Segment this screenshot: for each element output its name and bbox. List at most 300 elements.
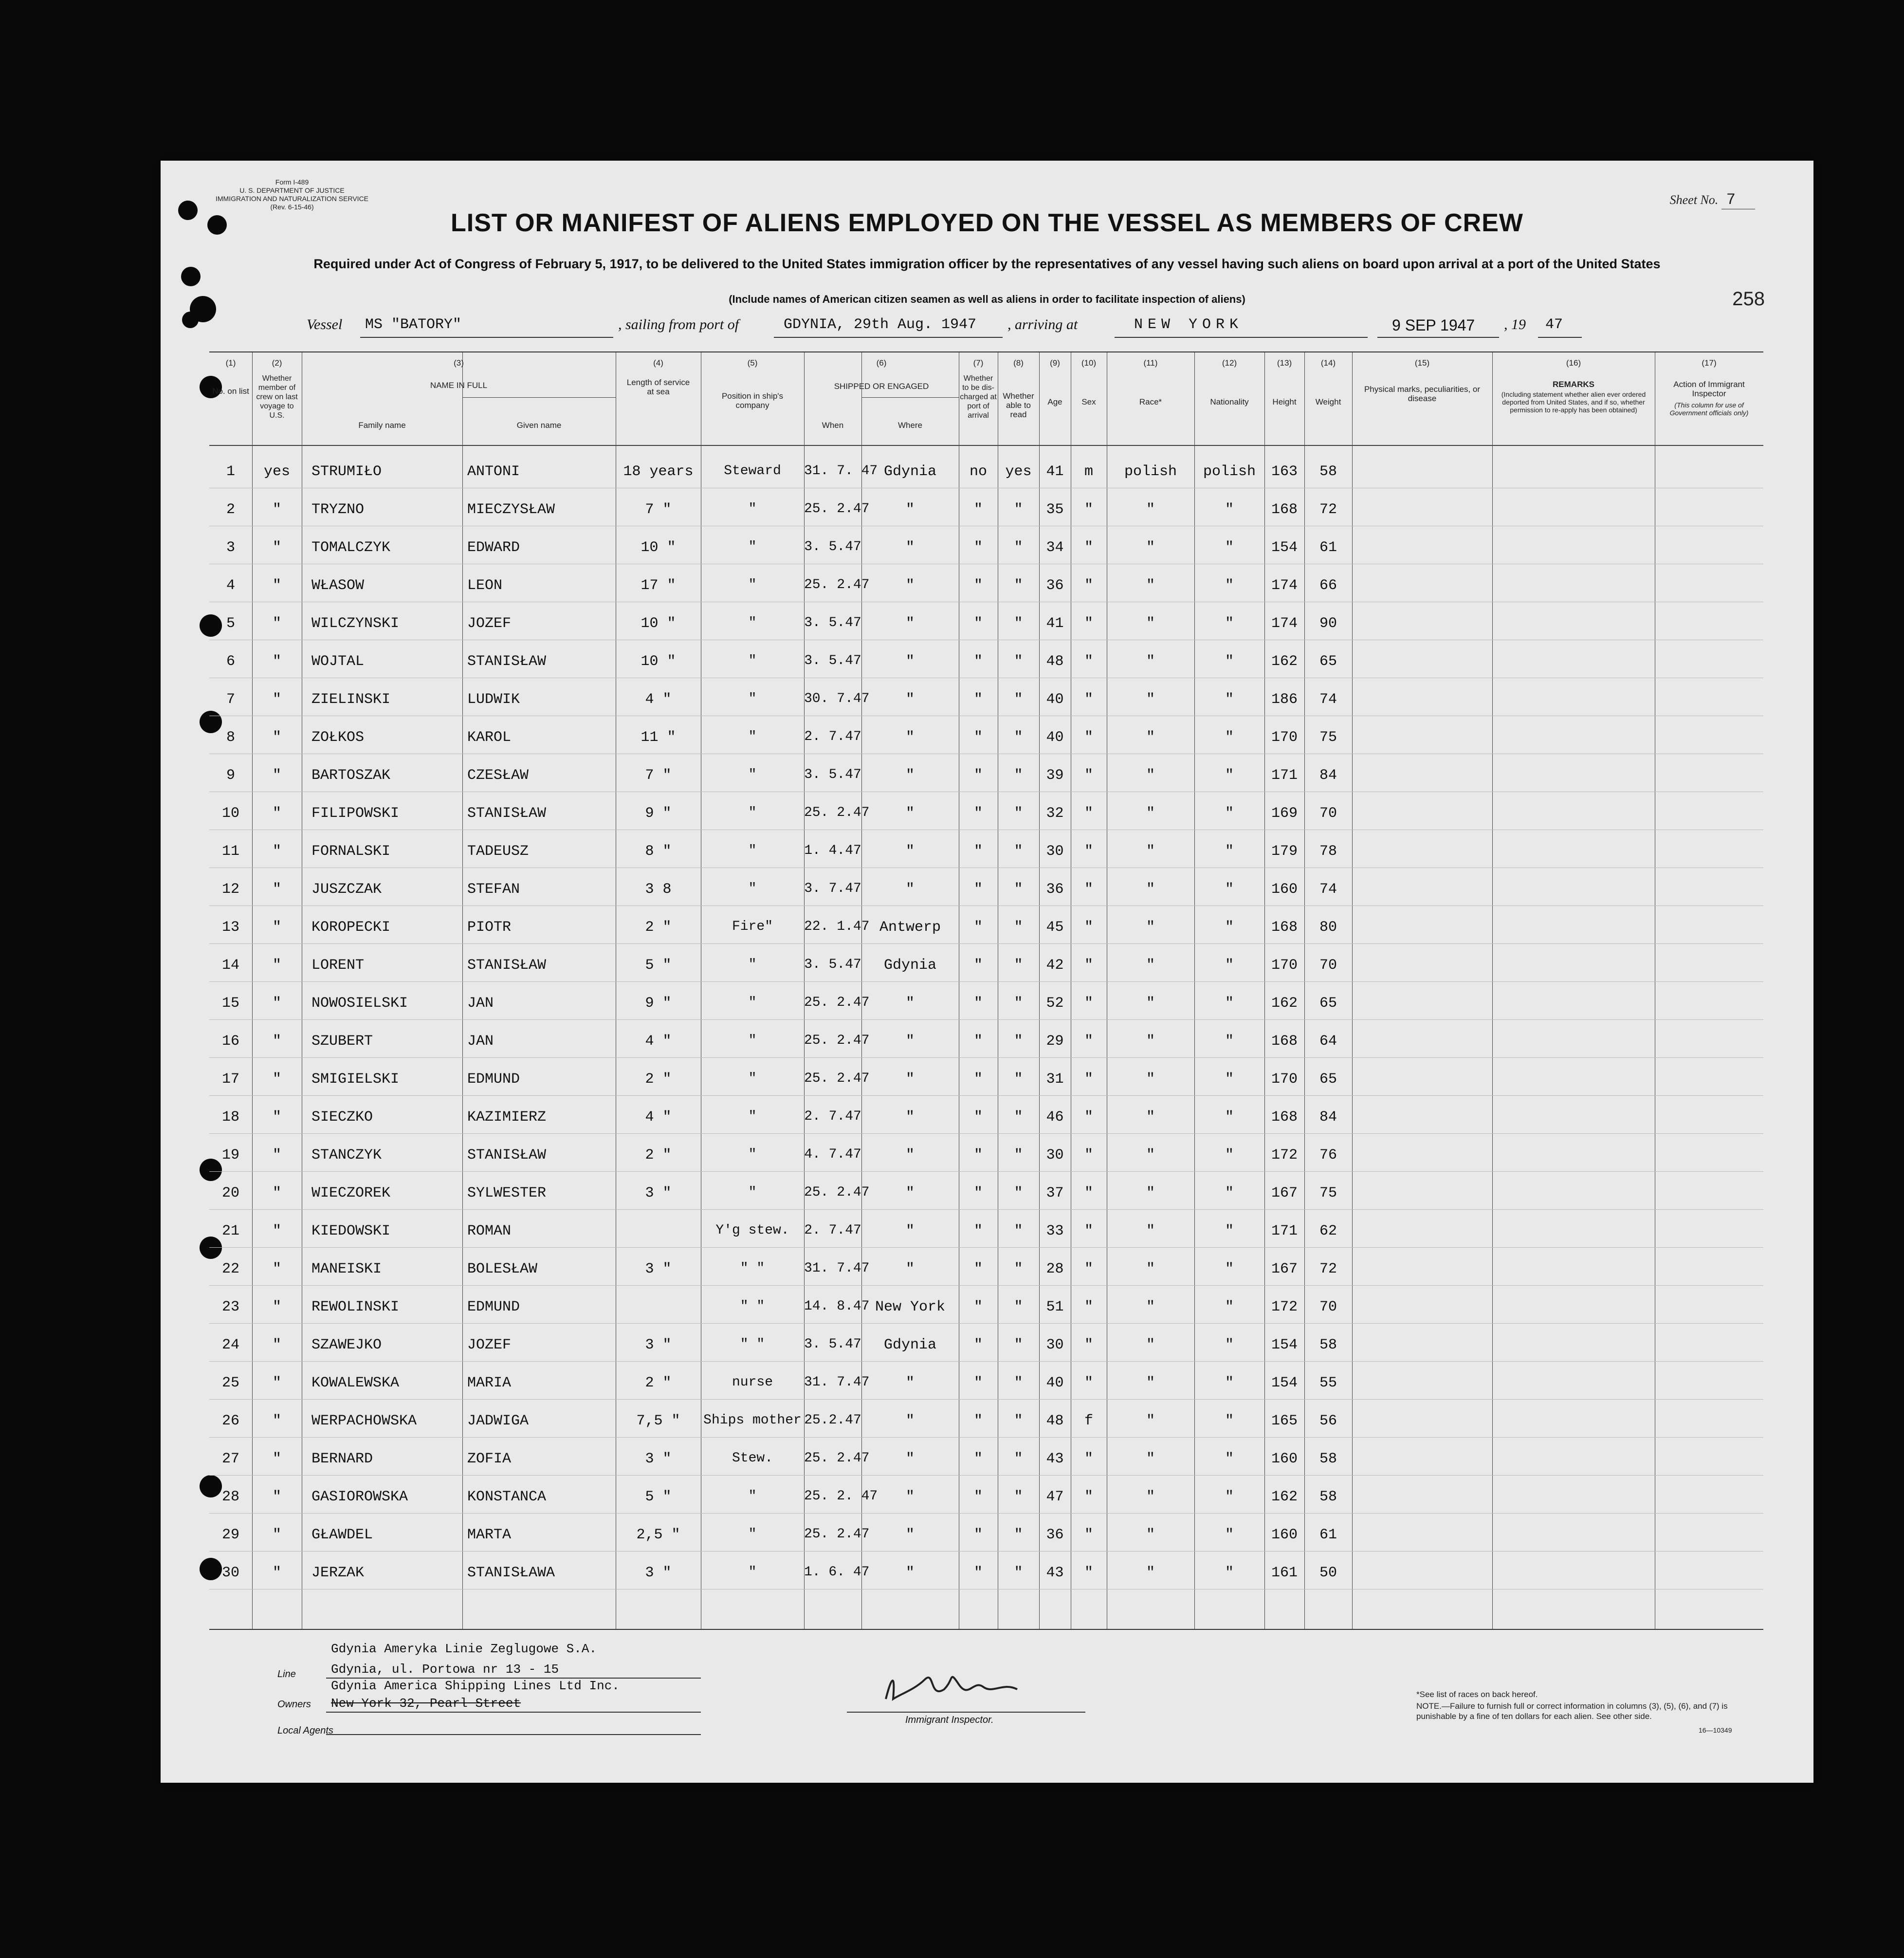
header-family-name: Family name: [358, 421, 406, 430]
cell-discharged: ": [973, 843, 983, 860]
sheet-value: 7: [1721, 191, 1755, 209]
cell-nationality: ": [1225, 1527, 1234, 1543]
cell-race: ": [1146, 691, 1155, 708]
table-row: [209, 1181, 1763, 1210]
cell-height: 168: [1271, 919, 1298, 936]
cell-shipped-when: 25. 2.47: [804, 1033, 870, 1048]
cell-weight: 72: [1319, 1261, 1337, 1277]
cell-member-last-voyage: ": [272, 1147, 281, 1164]
cell-length-of-service: 11 ": [641, 729, 676, 746]
cell-nationality: ": [1225, 843, 1234, 860]
cell-shipped-when: 22. 1.47: [804, 919, 870, 934]
cell-weight: 65: [1319, 995, 1337, 1012]
inspector-signature: [871, 1660, 1046, 1718]
cell-shipped-where: ": [905, 1261, 915, 1277]
cell-member-last-voyage: ": [272, 577, 281, 594]
cell-weight: 65: [1319, 1071, 1337, 1088]
cell-row-number: 24: [221, 1337, 239, 1353]
header-nationality: Nationality: [1210, 397, 1249, 406]
vessel-name: MS "BATORY": [365, 316, 462, 333]
cell-height: 160: [1271, 1527, 1298, 1543]
cell-age: 36: [1046, 881, 1064, 898]
cell-row-number: 13: [221, 919, 239, 936]
cell-shipped-when: 3. 5.47: [804, 539, 861, 554]
table-row: [209, 460, 1763, 489]
cell-length-of-service: 2 ": [645, 1071, 672, 1088]
cell-sex: ": [1084, 577, 1093, 594]
cell-nationality: ": [1225, 1565, 1234, 1581]
table-row: [209, 1333, 1763, 1362]
cell-height: 165: [1271, 1413, 1298, 1429]
cell-discharged: ": [973, 1223, 983, 1239]
cell-sex: ": [1084, 1489, 1093, 1505]
cell-length-of-service: 3 ": [645, 1337, 672, 1353]
cell-able-to-read: ": [1014, 1109, 1023, 1126]
cell-shipped-where: ": [905, 729, 915, 746]
cell-able-to-read: ": [1014, 729, 1023, 746]
cell-discharged: ": [973, 881, 983, 898]
cell-shipped-when: 3. 5.47: [804, 957, 861, 972]
cell-able-to-read: ": [1014, 1565, 1023, 1581]
col-number: (1): [225, 358, 236, 368]
cell-sex: ": [1084, 1147, 1093, 1164]
col-number: (10): [1081, 358, 1097, 368]
cell-shipped-when: 25. 2.47: [804, 805, 870, 820]
cell-row-number: 27: [221, 1451, 239, 1467]
cell-race: ": [1146, 881, 1155, 898]
cell-age: 51: [1046, 1299, 1064, 1315]
cell-age: 47: [1046, 1489, 1064, 1505]
cell-nationality: ": [1225, 995, 1234, 1012]
cell-race: ": [1146, 957, 1155, 974]
cell-discharged: ": [973, 577, 983, 594]
cell-row-number: 2: [226, 501, 235, 518]
cell-given-name: STANISŁAW: [467, 1147, 547, 1164]
cell-given-name: JAN: [467, 1033, 494, 1050]
cell-length-of-service: 2,5 ": [636, 1527, 680, 1543]
cell-length-of-service: 9 ": [645, 995, 672, 1012]
cell-member-last-voyage: ": [272, 1489, 281, 1505]
cell-age: 37: [1046, 1185, 1064, 1201]
cell-nationality: ": [1225, 1147, 1234, 1164]
cell-position: ": [748, 539, 757, 554]
cell-able-to-read: ": [1014, 1261, 1023, 1277]
cell-height: 160: [1271, 1451, 1298, 1467]
cell-nationality: ": [1225, 1413, 1234, 1429]
punch-hole: [182, 312, 199, 328]
cell-discharged: ": [973, 653, 983, 670]
arriving-at: NEW YORK: [1134, 316, 1244, 333]
col-number: (16): [1566, 358, 1581, 368]
cell-position: Steward: [724, 463, 781, 479]
cell-sex: ": [1084, 691, 1093, 708]
cell-position: nurse: [732, 1375, 773, 1390]
cell-nationality: ": [1225, 767, 1234, 784]
cell-age: 41: [1046, 615, 1064, 632]
page-subtitle-note: (Include names of American citizen seamen as well as aliens in order to facilitate inspection of aliens): [729, 293, 1245, 305]
cell-family-name: GŁAWDEL: [311, 1527, 373, 1543]
cell-position: ": [748, 615, 757, 630]
cell-weight: 56: [1319, 1413, 1337, 1429]
cell-length-of-service: 7,5 ": [636, 1413, 680, 1429]
cell-position: ": [748, 1527, 757, 1542]
cell-shipped-where: ": [905, 1413, 915, 1429]
cell-member-last-voyage: ": [272, 767, 281, 784]
cell-row-number: 23: [221, 1299, 239, 1315]
cell-row-number: 11: [221, 843, 239, 860]
cell-family-name: ZOŁKOS: [311, 729, 365, 746]
table-row: [209, 1257, 1763, 1286]
header-position: Position in ship's company: [721, 391, 784, 410]
cell-family-name: FORNALSKI: [311, 843, 391, 860]
cell-shipped-where: ": [905, 1147, 915, 1164]
cell-given-name: KAZIMIERZ: [467, 1109, 547, 1126]
page-subtitle: Required under Act of Congress of February 5, 1917, to be delivered to the United States immigration officer by the representatives of any vessel having such aliens on board upon arrival at a port of the United States: [313, 257, 1661, 271]
cell-nationality: ": [1225, 539, 1234, 556]
cell-sex: ": [1084, 1451, 1093, 1467]
cell-height: 160: [1271, 881, 1298, 898]
cell-race: ": [1146, 1223, 1155, 1239]
cell-family-name: WERPACHOWSKA: [311, 1413, 417, 1429]
cell-length-of-service: 3 ": [645, 1451, 672, 1467]
table-row: [209, 536, 1763, 565]
page-title: LIST OR MANIFEST OF ALIENS EMPLOYED ON THE VESSEL AS MEMBERS OF CREW: [451, 209, 1523, 237]
cell-length-of-service: 4 ": [645, 1109, 672, 1126]
cell-shipped-when: 2. 7.47: [804, 1223, 861, 1238]
cell-discharged: ": [973, 501, 983, 518]
cell-race: ": [1146, 615, 1155, 632]
cell-position: ": [748, 957, 757, 972]
cell-shipped-where: ": [905, 881, 915, 898]
header-no-on-list: No. on list: [212, 387, 249, 396]
cell-weight: 74: [1319, 691, 1337, 708]
cell-row-number: 26: [221, 1413, 239, 1429]
cell-family-name: TOMALCZYK: [311, 539, 391, 556]
cell-family-name: WŁASOW: [311, 577, 365, 594]
cell-height: 174: [1271, 577, 1298, 594]
cell-shipped-when: 2. 7.47: [804, 1109, 861, 1124]
cell-race: ": [1146, 1565, 1155, 1581]
cell-row-number: 10: [221, 805, 239, 822]
date-stamp: 9 SEP 1947: [1392, 316, 1475, 334]
cell-age: 31: [1046, 1071, 1064, 1088]
cell-age: 30: [1046, 843, 1064, 860]
table-row: [209, 1219, 1763, 1248]
cell-family-name: SZAWEJKO: [311, 1337, 382, 1353]
cell-race: ": [1146, 1489, 1155, 1505]
cell-height: 171: [1271, 767, 1298, 784]
cell-member-last-voyage: ": [272, 805, 281, 822]
table-row: [209, 991, 1763, 1020]
cell-height: 186: [1271, 691, 1298, 708]
cell-member-last-voyage: ": [272, 1337, 281, 1353]
cell-sex: ": [1084, 729, 1093, 746]
table-row: [209, 1523, 1763, 1552]
header-discharged: Whether to be dis-charged at port of arrival: [960, 374, 997, 420]
cell-position: ": [748, 1565, 757, 1580]
cell-nationality: ": [1225, 1109, 1234, 1126]
cell-nationality: ": [1225, 577, 1234, 594]
header-where: Where: [897, 421, 923, 430]
cell-race: ": [1146, 1071, 1155, 1088]
cell-position: Fire": [732, 919, 773, 934]
cell-shipped-where: ": [905, 843, 915, 860]
cell-age: 36: [1046, 1527, 1064, 1543]
cell-shipped-when: 25. 2.47: [804, 501, 870, 517]
cell-given-name: SYLWESTER: [467, 1185, 547, 1201]
cell-row-number: 25: [221, 1375, 239, 1391]
cell-race: ": [1146, 1109, 1155, 1126]
cell-height: 154: [1271, 1375, 1298, 1391]
cell-row-number: 14: [221, 957, 239, 974]
cell-able-to-read: ": [1014, 691, 1023, 708]
cell-discharged: ": [973, 539, 983, 556]
cell-nationality: ": [1225, 805, 1234, 822]
cell-shipped-when: 25. 2.47: [804, 1527, 870, 1542]
table-row: [209, 763, 1763, 793]
cell-family-name: JERZAK: [311, 1565, 365, 1581]
cell-sex: ": [1084, 501, 1093, 518]
cell-family-name: WILCZYNSKI: [311, 615, 400, 632]
cell-given-name: ROMAN: [467, 1223, 512, 1239]
cell-row-number: 15: [221, 995, 239, 1012]
cell-row-number: 29: [221, 1527, 239, 1543]
cell-height: 167: [1271, 1261, 1298, 1277]
cell-member-last-voyage: ": [272, 1033, 281, 1050]
cell-shipped-where: ": [905, 577, 915, 594]
cell-length-of-service: 10 ": [641, 539, 676, 556]
cell-row-number: 30: [221, 1565, 239, 1581]
cell-sex: ": [1084, 767, 1093, 784]
col-number: (17): [1702, 358, 1717, 368]
cell-position: ": [748, 1109, 757, 1124]
cell-given-name: KONSTANCA: [467, 1489, 547, 1505]
cell-length-of-service: 3 ": [645, 1565, 672, 1581]
cell-age: 43: [1046, 1565, 1064, 1581]
header-whether-member: Whether member of crew on last voyage to U.S.: [256, 374, 298, 420]
cell-discharged: ": [973, 1489, 983, 1505]
cell-member-last-voyage: yes: [263, 463, 290, 480]
cell-row-number: 9: [226, 767, 235, 784]
table-row: [209, 687, 1763, 717]
cell-nationality: ": [1225, 729, 1234, 746]
cell-age: 30: [1046, 1147, 1064, 1164]
header-physical: Physical marks, peculiarities, or disease: [1364, 385, 1481, 403]
cell-shipped-where: ": [905, 1451, 915, 1467]
cell-position: ": [748, 767, 757, 782]
cell-shipped-where: ": [905, 1223, 915, 1239]
cell-given-name: TADEUSZ: [467, 843, 529, 860]
cell-given-name: STANISŁAW: [467, 653, 547, 670]
header-action-sub: (This column for use of Government officials only): [1669, 401, 1749, 417]
sheet-label: Sheet No.: [1669, 193, 1719, 207]
cell-sex: ": [1084, 1261, 1093, 1277]
cell-family-name: KOROPECKI: [311, 919, 391, 936]
cell-row-number: 22: [221, 1261, 239, 1277]
cell-age: 45: [1046, 919, 1064, 936]
cell-weight: 66: [1319, 577, 1337, 594]
cell-member-last-voyage: ": [272, 1109, 281, 1126]
cell-able-to-read: ": [1014, 957, 1023, 974]
cell-given-name: PIOTR: [467, 919, 512, 936]
cell-age: 52: [1046, 995, 1064, 1012]
cell-age: 29: [1046, 1033, 1064, 1050]
cell-height: 174: [1271, 615, 1298, 632]
cell-weight: 75: [1319, 729, 1337, 746]
cell-position: ": [748, 881, 757, 896]
cell-sex: ": [1084, 1375, 1093, 1391]
cell-height: 167: [1271, 1185, 1298, 1201]
cell-shipped-where: ": [905, 805, 915, 822]
cell-able-to-read: ": [1014, 1489, 1023, 1505]
cell-height: 168: [1271, 1033, 1298, 1050]
cell-member-last-voyage: ": [272, 1071, 281, 1088]
cell-age: 36: [1046, 577, 1064, 594]
cell-length-of-service: 10 ": [641, 653, 676, 670]
cell-age: 48: [1046, 1413, 1064, 1429]
owners-label: Owners: [277, 1699, 311, 1710]
cell-family-name: GASIOROWSKA: [311, 1489, 408, 1505]
cell-shipped-when: 25. 2.47: [804, 577, 870, 592]
cell-family-name: SZUBERT: [311, 1033, 373, 1050]
cell-position: ": [748, 653, 757, 668]
table-row: [209, 1409, 1763, 1438]
cell-race: ": [1146, 1337, 1155, 1353]
cell-sex: ": [1084, 1299, 1093, 1315]
cell-age: 28: [1046, 1261, 1064, 1277]
cell-height: 169: [1271, 805, 1298, 822]
cell-given-name: JOZEF: [467, 1337, 512, 1353]
cell-length-of-service: 4 ": [645, 691, 672, 708]
cell-shipped-where: ": [905, 501, 915, 518]
cell-able-to-read: ": [1014, 995, 1023, 1012]
cell-able-to-read: ": [1014, 615, 1023, 632]
cell-nationality: ": [1225, 615, 1234, 632]
cell-row-number: 18: [221, 1109, 239, 1126]
cell-able-to-read: ": [1014, 767, 1023, 784]
cell-weight: 84: [1319, 767, 1337, 784]
table-row: [209, 1143, 1763, 1172]
cell-family-name: ZIELINSKI: [311, 691, 391, 708]
table-row: [209, 1067, 1763, 1096]
cell-shipped-when: 25. 2. 47: [804, 1489, 878, 1504]
cell-given-name: MARIA: [467, 1375, 512, 1391]
cell-shipped-where: ": [905, 767, 915, 784]
cell-age: 48: [1046, 653, 1064, 670]
header-remarks: REMARKS: [1553, 380, 1594, 389]
cell-position: ": [748, 729, 757, 744]
cell-shipped-when: 25.2.47: [804, 1413, 861, 1428]
cell-row-number: 20: [221, 1185, 239, 1201]
cell-given-name: EDMUND: [467, 1299, 520, 1315]
cell-able-to-read: ": [1014, 1337, 1023, 1353]
cell-member-last-voyage: ": [272, 691, 281, 708]
local-agents-label: Local Agents: [277, 1725, 333, 1736]
cell-length-of-service: 18 years: [623, 463, 694, 480]
cell-row-number: 21: [221, 1223, 239, 1239]
cell-weight: 62: [1319, 1223, 1337, 1239]
cell-discharged: ": [973, 919, 983, 936]
cell-sex: f: [1084, 1413, 1093, 1429]
cell-weight: 70: [1319, 957, 1337, 974]
cell-shipped-where: ": [905, 1527, 915, 1543]
cell-shipped-where: ": [905, 653, 915, 670]
cell-age: 42: [1046, 957, 1064, 974]
cell-discharged: ": [973, 615, 983, 632]
cell-length-of-service: 7 ": [645, 501, 672, 518]
cell-weight: 61: [1319, 1527, 1337, 1543]
cell-member-last-voyage: ": [272, 1299, 281, 1315]
cell-row-number: 16: [221, 1033, 239, 1050]
cell-able-to-read: ": [1014, 881, 1023, 898]
vessel-label: Vessel: [307, 316, 343, 332]
cell-age: 46: [1046, 1109, 1064, 1126]
cell-race: ": [1146, 1033, 1155, 1050]
cell-member-last-voyage: ": [272, 1413, 281, 1429]
cell-member-last-voyage: ": [272, 501, 281, 518]
header-read: Whether able to read: [1003, 391, 1034, 419]
cell-position: Stew.: [732, 1451, 773, 1466]
crew-table: [209, 351, 1763, 1630]
header-action: Action of Immigrant Inspector: [1673, 380, 1745, 398]
cell-sex: ": [1084, 1185, 1093, 1201]
cell-height: 172: [1271, 1299, 1298, 1315]
stamp-number: 258: [1732, 288, 1765, 310]
cell-family-name: STANCZYK: [311, 1147, 382, 1164]
col-number: (4): [653, 358, 663, 368]
cell-family-name: FILIPOWSKI: [311, 805, 400, 822]
cell-shipped-where: ": [905, 1033, 915, 1050]
cell-shipped-when: 3. 5.47: [804, 767, 861, 782]
cell-able-to-read: ": [1014, 1413, 1023, 1429]
cell-row-number: 1: [226, 463, 235, 480]
cell-shipped-where: ": [905, 1489, 915, 1505]
cell-shipped-when: 3. 5.47: [804, 653, 861, 668]
cell-able-to-read: ": [1014, 1147, 1023, 1164]
col-number: (5): [747, 358, 758, 368]
cell-sex: ": [1084, 919, 1093, 936]
cell-shipped-where: Gdynia: [883, 1337, 937, 1353]
cell-height: 162: [1271, 1489, 1298, 1505]
cell-nationality: ": [1225, 1185, 1234, 1201]
cell-family-name: BARTOSZAK: [311, 767, 391, 784]
cell-height: 154: [1271, 539, 1298, 556]
header-age: Age: [1047, 397, 1062, 406]
cell-row-number: 5: [226, 615, 235, 632]
cell-height: 162: [1271, 653, 1298, 670]
cell-race: ": [1146, 805, 1155, 822]
cell-member-last-voyage: ": [272, 1185, 281, 1201]
cell-height: 163: [1271, 463, 1298, 480]
cell-member-last-voyage: ": [272, 729, 281, 746]
cell-member-last-voyage: ": [272, 615, 281, 632]
cell-sex: ": [1084, 1109, 1093, 1126]
cell-discharged: ": [973, 1527, 983, 1543]
cell-sex: ": [1084, 1337, 1093, 1353]
cell-age: 39: [1046, 767, 1064, 784]
cell-shipped-when: 2. 7.47: [804, 729, 861, 744]
cell-shipped-when: 4. 7.47: [804, 1147, 861, 1162]
cell-height: 170: [1271, 729, 1298, 746]
cell-able-to-read: ": [1014, 539, 1023, 556]
cell-family-name: KIEDOWSKI: [311, 1223, 391, 1239]
cell-sex: ": [1084, 881, 1093, 898]
cell-sex: ": [1084, 805, 1093, 822]
cell-given-name: JADWIGA: [467, 1413, 529, 1429]
cell-height: 168: [1271, 1109, 1298, 1126]
cell-shipped-where: ": [905, 1375, 915, 1391]
cell-position: ": [748, 691, 757, 706]
